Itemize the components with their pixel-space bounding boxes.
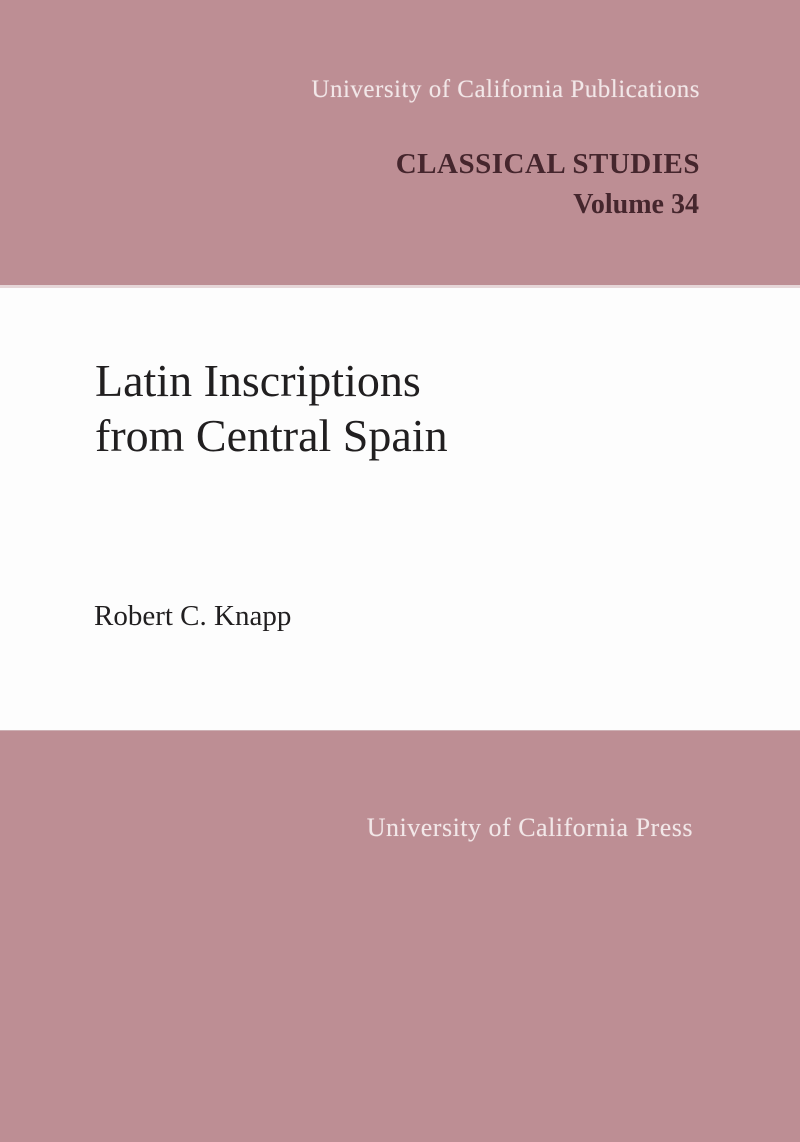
book-title-line2: from Central Spain: [95, 410, 448, 461]
bottom-band: [0, 730, 800, 1142]
volume-number: Volume 34: [573, 189, 699, 220]
publisher-series-line: University of California Publications: [311, 76, 700, 103]
press-name: University of California Press: [366, 813, 693, 842]
book-title: [95, 353, 448, 463]
author-name: Robert C. Knapp: [94, 600, 292, 632]
middle-band: [0, 285, 800, 730]
top-band: [0, 0, 800, 285]
book-title-line1: Latin Inscriptions: [95, 355, 421, 406]
series-name: CLASSICAL STUDIES: [395, 148, 700, 180]
